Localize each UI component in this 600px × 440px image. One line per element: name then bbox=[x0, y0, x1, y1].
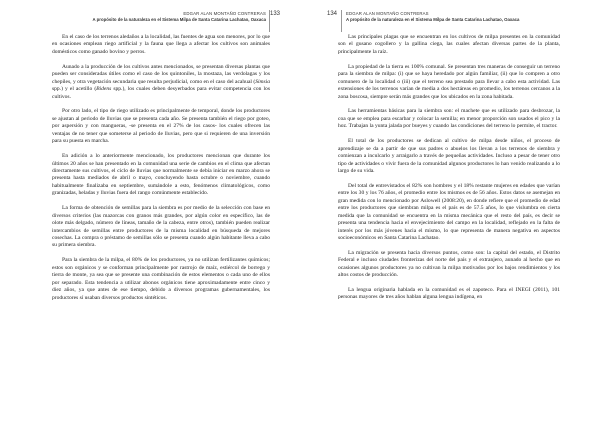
right-page-number: 134 bbox=[327, 11, 338, 17]
right-header-author: EDGAR ALAN MONTAÑO CONTRERAS bbox=[346, 11, 429, 16]
paragraph: En el caso de los terrenos aledaños a la localidad, las fuentes de agua son menores, por lo que en ocasiones emplean riego artificial y la fauna que llega a afectar los cultivos son animales domésticos como ganado bovino y perros. bbox=[52, 34, 270, 55]
left-header-subtitle: A propósito de la naturaleza en el Sistema Milpa de Santa Catarina Lachatao, Oaxaca bbox=[92, 17, 266, 22]
left-header-author: EDGAR ALAN MONTAÑO CONTRERAS bbox=[183, 11, 266, 16]
scientific-name: Simsia bbox=[255, 78, 270, 85]
right-running-header bbox=[346, 11, 519, 23]
paragraph: Del total de entrevistados el 82% son hombres y el 18% restante mujeres en edades que varían entre los 30 y los 76 años, el promedio entre los mismos es de 56 años. Estos datos se asemejan en gran medida con lo mencionado por Aslowell (2008:20), en donde refiere que el promedio de edad entre los productores que siembran milpa es el país es de 57.5 años, lo que vislumbra en cierta medida que la comunidad se encuentra en la misma mecánica que el resto del país, es decir se presenta una tendencia hacia el envejecimiento del campo en la localidad, reflejado en la falta de interés por los más jóvenes hacia el mismo, lo que representa de manera negativa en aspectos socioeconómicos en Santa Catarina Lachatao. bbox=[338, 182, 560, 241]
right-body-text bbox=[338, 34, 560, 309]
scientific-name: Bidens bbox=[96, 86, 112, 93]
paragraph: En adición a lo anteriormente mencionado, los productores mencionan que durante los últimos 20 años se han presentado en la comunidad una serie de cambios en el clima que afectan directamente sus cultivos, el ciclo de lluvias que normalmente se debía iniciar en marzo ahora se presenta hasta mediados de abril o mayo, concluyendo hasta octubre o noviembre, cuando habitualmente finalizaba en septiembre, sumándole a esto, fenómenos climatológicos, como granizadas, heladas y lluvias fuera del rango comúnmente establecido. bbox=[52, 153, 270, 197]
paragraph: Las herramientas básicas para la siembra son: el machete que es utilizado para desbrozar, la coa que se emplea para escarbar y colocar la semilla; en menor proporción son usados el pico y la hoz. Trabajan la yunta jalada por bueyes y cuando las condiciones del terreno lo permite, el tractor. bbox=[338, 108, 560, 130]
paragraph: La lengua originaria hablada en la comunidad es el zapoteco. Para el INEGI (2011), 101 personas mayores de tres años hablan alguna lengua indígena, en bbox=[338, 287, 560, 301]
left-body-text bbox=[52, 34, 270, 309]
paragraph: La propiedad de la tierra es 100% comunal. Se presentan tres maneras de conseguir un terreno para la siembra de milpa: (i) que se haya heredado por algún familiar, (ii) que lo compren a otro comunero de la localidad o (iii) que el terreno sea prestado para llevar a cabo esta actividad. Las extensiones de los terrenos varían de media a dos hectáreas en promedio, los terrenos cercanos a la zona boscosa, siempre serán más grandes que los ubicados en la zona habitada. bbox=[338, 63, 560, 100]
right-header-subtitle: A propósito de la naturaleza en el Sistema Milpa de Santa Catarina Lachatao, Oaxaca bbox=[346, 17, 520, 22]
paragraph: Aunado a la producción de los cultivos antes mencionados, se presentan diversas plantas que pueden ser consideradas útiles como el caso de los quintoniles, la mostaza, las verdolagas y los chepiles, y otra vegetación secundaria que resulta perjudicial, como en el caso del acahual (Simsia spp.) y el acetillo (Bidens spp.), los cuales deben desyerbados para evitar competencia con los cultivos. bbox=[52, 63, 270, 100]
left-running-header bbox=[93, 11, 266, 23]
paragraph: El total de los productores se dedican al cultivo de milpa desde niños, el proceso de aprendizaje se da a partir de que sus padres o abuelos los llevan a los terrenos de siembra y comienzan a inculcarlo y arraigarlo a través de pequeñas actividades. Incluso a pesar de tener otro tipo de actividades o vivir fuera de la comunidad algunos productores lo han venido realizando a lo largo de su vida. bbox=[338, 138, 560, 174]
paragraph: Las principales plagas que se encuentran en los cultivos de milpa presentes en la comunidad son el gusano cogollero y la gallina ciega, las cuales afectan diversas partes de la planta, principalmente la raíz. bbox=[338, 34, 560, 55]
right-header-divider bbox=[341, 10, 342, 32]
paragraph: La migración se presenta hacia diversos puntos, como son: la capital del estado, el Distrito Federal e incluso ciudades fronterizas del norte del país y el extranjero, aunado al hecho que en ocasiones algunos productores ya no cultivan la milpa motivados por los bajos rendimientos y los altos costos de producción. bbox=[338, 249, 560, 279]
left-page-number: 133 bbox=[269, 11, 280, 17]
paragraph: La forma de obtención de semillas para la siembra es por medio de la selección con base en diversos criterios (las mazorcas con granos más grandes, por algún color en específico, las de olote más delgado, número de líneas, tamaño de la cabeza, entre otros), también pueden realizar intercambios de semillas entre productores de la misma localidad en búsqueda de mejores cosechas. La compra o préstamo de semillas sólo se presenta cuando algún habitante lleva a cabo su primera siembra. bbox=[52, 205, 270, 249]
right-page bbox=[300, 0, 600, 440]
paragraph: Por otro lado, el tipo de riego utilizado es principalmente de temporal, donde los productores se ajustan al periodo de lluvias que se presenta cada año. Se presenta también el riego por goteo, por aspersión y con mangueras, -se presenta en el 27% de los casos- los cuales ofrecen las ventajas de no tener que someterse al periodo de lluvias, pero que si requieren de una inversión para su puesta en marcha. bbox=[52, 108, 270, 145]
paragraph: Para la siembra de la milpa, el 80% de los productores, ya no utilizan fertilizantes químicos; estos son orgánicos y se conforman principalmente por rastrojo de maíz, estiércol de borrego y tierra de monte, ya sea que se presente una combinación de estos elementos o cada uno de ellos por separado. Esta tendencia a utilizar abonos orgánicos tiene aproximadamente entre cinco y diez años, ya que antes de ese tiempo, debido a diversos programas gubernamentales, los productores sí usaban diversos productos sintéticos. bbox=[52, 257, 270, 301]
